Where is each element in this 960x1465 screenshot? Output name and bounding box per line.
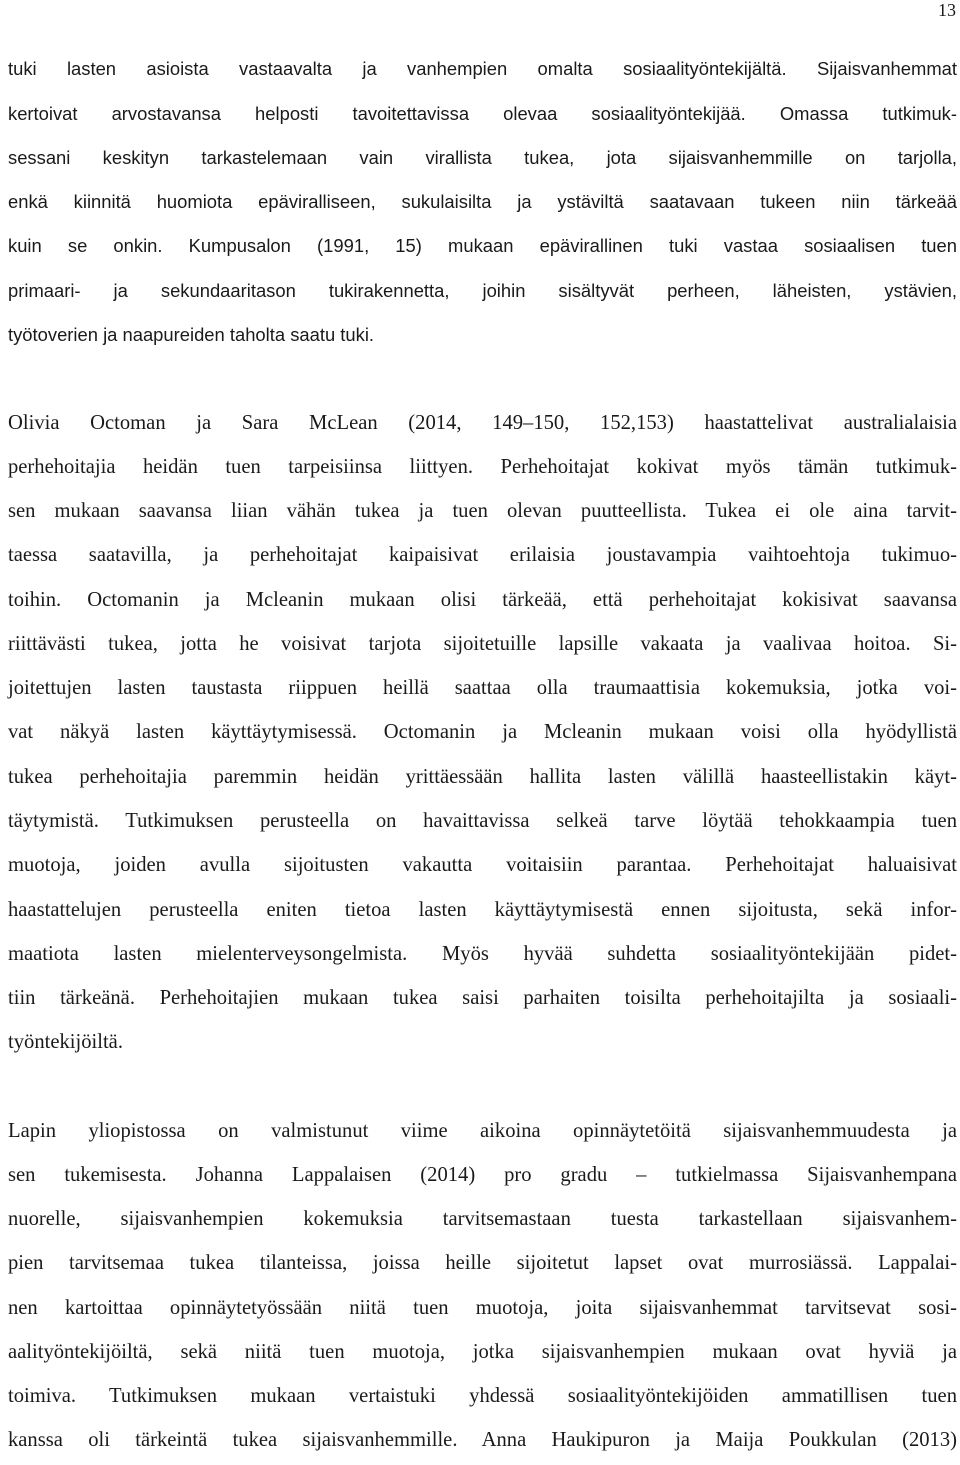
line-segment: Perhehoitajat kokivat myös tämän tutkimuk- [473,456,957,478]
paragraph-line: sen tukemisesta. Johanna Lappalaisen (2014) pro gradu ‒ tutkielmassa Sijaisvanhempana [8,1164,957,1186]
paragraph-line: toihin. Octomanin ja Mcleanin mukaan olisi tärkeää, että perhehoitajat kokisivat saavansa [8,589,957,611]
paragraph-line: täytymistä. Tutkimuksen perusteella on havaittavissa selkeä tarve löytää tehokkaampia tuen [8,810,957,832]
paragraph-line: työtoverien ja naapureiden taholta saatu tuki. [8,324,375,345]
paragraph-line: primaari- ja sekundaaritason tukirakennetta, joihin sisältyvät perheen, läheisten, ystävien, [8,280,957,301]
paragraph-line: nen kartoittaa opinnäytetyössään niitä tuen muotoja, joita sijaisvanhemmat tarvitsevat sosi- [8,1297,957,1319]
paragraph-line: nuorelle, sijaisvanhempien kokemuksia tarvitsemastaan tuesta tarkastellaan sijaisvanhem- [8,1208,957,1230]
paragraph-line: enkä kiinnitä huomiota epäviralliseen, sukulaisilta ja ystäviltä saatavaan tukeen niin tärkeää [8,191,957,212]
paragraph-line: työntekijöiltä. [8,1031,123,1053]
paragraph-line: Lapin yliopistossa on valmistunut viime aikoina opinnäytetöitä sijaisvanhemmuudesta ja [8,1120,957,1142]
paragraph-line: sessani keskityn tarkastelemaan vain virallista tukea, jota sijaisvanhemmille on tarjolla, [8,147,957,168]
paragraph-line: tukea perhehoitajia paremmin heidän yrittäessään hallita lasten välillä haasteellistakin käyt- [8,766,957,788]
paragraph-line [8,455,957,480]
paragraph-line: Olivia Octoman ja Sara McLean (2014, 149‒150, 152,153) haastattelivat australialaisia [8,412,957,434]
paragraph-line: sen mukaan saavansa liian vähän tukea ja tuen olevan puutteellista. Tukea ei ole aina tarvit- [8,500,957,522]
paragraph-line: muotoja, joiden avulla sijoitusten vakautta voitaisiin parantaa. Perhehoitajat haluaisivat [8,854,957,876]
line-segment: Kumpusalon (1991, 15) mukaan epävirallinen tuki vastaa sosiaalisen tuen [162,235,957,256]
paragraph-line: taessa saatavilla, ja perhehoitajat kaipaisivat erilaisia joustavampia vaihtoehtoja tukimuo- [8,544,957,566]
paragraph-line: haastattelujen perusteella eniten tietoa lasten käyttäytymisestä ennen sijoitusta, sekä infor- [8,899,957,921]
line-segment: kuin se onkin. [8,235,163,256]
paragraph-line: kanssa oli tärkeintä tukea sijaisvanhemmille. Anna Haukipuron ja Maija Poukkulan (2013) [8,1429,957,1451]
paragraph-line: maatiota lasten mielenterveysongelmista. Myös hyvää suhdetta sosiaalityöntekijään pidet- [8,943,957,965]
paragraph-line: kertoivat arvostavansa helposti tavoitettavissa olevaa sosiaalityöntekijää. Omassa tutkimuk- [8,103,957,124]
page-number: 13 [938,0,956,20]
paragraph-line: riittävästi tukea, jotta he voisivat tarjota sijoitetuille lapsille vakaata ja vaalivaa hoitoa. Si- [8,633,957,655]
paragraph-line: aalityöntekijöiltä, sekä niitä tuen muotoja, jotka sijaisvanhempien mukaan ovat hyviä ja [8,1341,957,1363]
paragraph-line: tuki lasten asioista vastaavalta ja vanhempien omalta sosiaalityöntekijältä. Sijaisvanhemmat [8,58,957,79]
paragraph-line [8,234,957,259]
paragraph-line: vat näkyä lasten käyttäytymisessä. Octomanin ja Mcleanin mukaan voisi olla hyödyllistä [8,721,957,743]
paragraph-line: joitettujen lasten taustasta riippuen heillä saattaa olla traumaattisia kokemuksia, jotka voi- [8,677,957,699]
paragraph-line: tiin tärkeänä. Perhehoitajien mukaan tukea saisi parhaiten toisilta perhehoitajilta ja sosiaali- [8,987,957,1009]
line-segment: perhehoitajia heidän tuen tarpeisiinsa liittyen. [8,456,474,478]
paragraph-line: pien tarvitsemaa tukea tilanteissa, joissa heille sijoitetut lapset ovat murrosiässä. Lappalai- [8,1252,957,1274]
paragraph-line: toimiva. Tutkimuksen mukaan vertaistuki yhdessä sosiaalityöntekijöiden ammatillisen tuen [8,1385,957,1407]
